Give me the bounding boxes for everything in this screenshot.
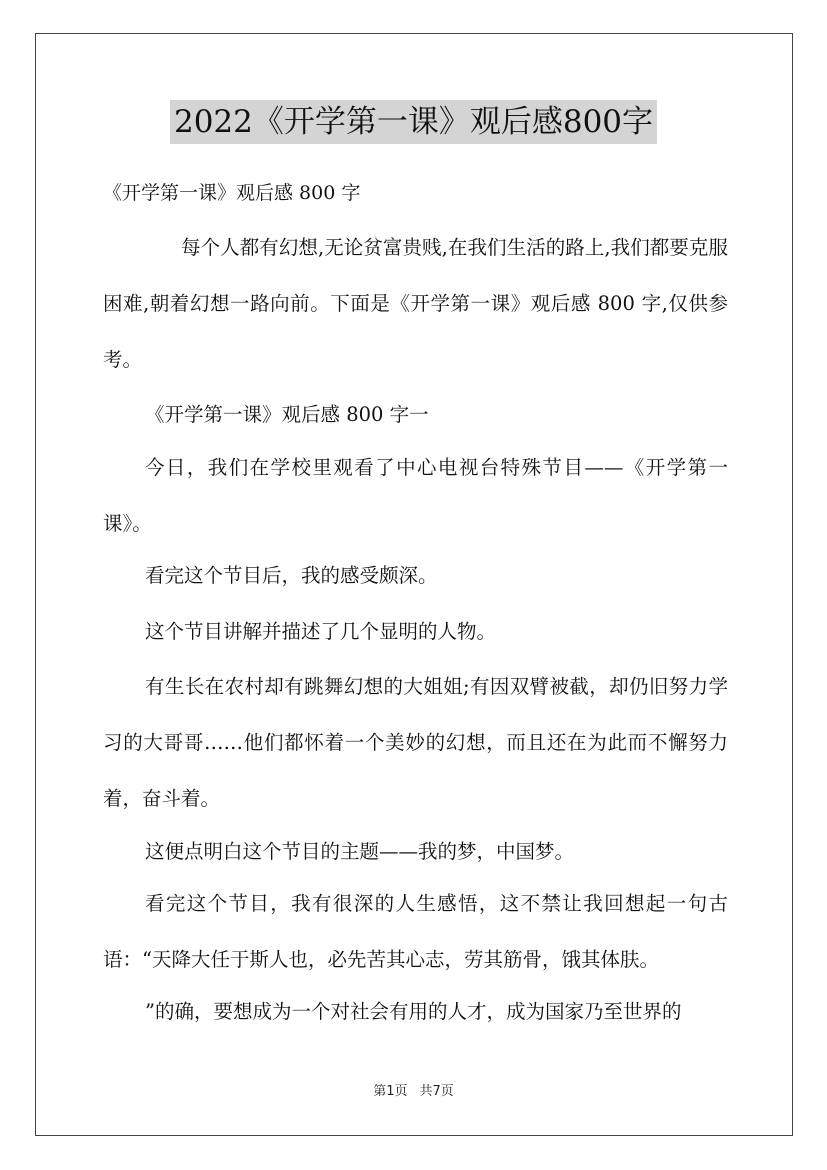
- document-subtitle: 《开学第一课》观后感 800 字: [103, 182, 361, 204]
- body-paragraph: 有生长在农村却有跳舞幻想的大姐姐;有因双臂被截，却仍旧努力学习的大哥哥……他们都怀着一个美妙的幻想，而且还在为此而不懈努力着，奋斗着。: [103, 675, 728, 810]
- body-paragraph: 这个节目讲解并描述了几个显明的人物。: [145, 620, 497, 643]
- page-number: 第1页: [373, 1084, 408, 1099]
- body-paragraph: 看完这个节目，我有很深的人生感悟，这不禁让我回想起一句古语：“天降大任于斯人也，必先苦其心志，劳其筋骨，饿其体肤。: [103, 892, 728, 971]
- body-paragraph: 这便点明白这个节目的主题——我的梦，中国梦。: [145, 840, 575, 863]
- title-container: [0, 100, 827, 144]
- body-paragraph: 今日，我们在学校里观看了中心电视台特殊节目——《开学第一课》。: [103, 456, 728, 535]
- body-paragraph: ”的确，要想成为一个对社会有用的人才，成为国家乃至世界的: [145, 1000, 682, 1023]
- intro-paragraph: 每个人都有幻想,无论贫富贵贱,在我们生活的路上,我们都要克服困难,朝着幻想一路向前。下面是《开学第一课》观后感 800 字,仅供参考。: [103, 236, 728, 371]
- page-total: 共7页: [419, 1084, 454, 1099]
- section-heading: 《开学第一课》观后感 800 字一: [145, 403, 429, 426]
- page-footer: [0, 1083, 827, 1101]
- document-title: 2022《开学第一课》观后感800字: [170, 100, 657, 144]
- body-paragraph: 看完这个节目后，我的感受颇深。: [145, 564, 438, 587]
